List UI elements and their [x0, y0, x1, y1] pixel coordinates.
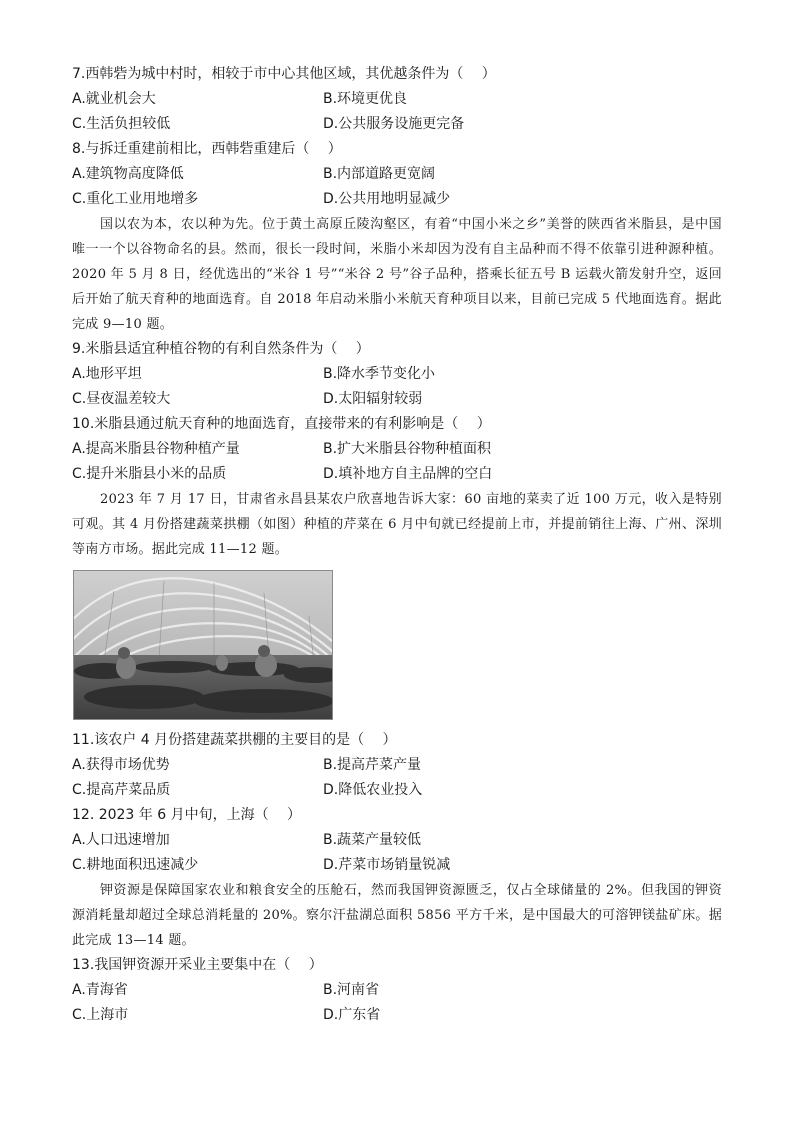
option-c: C.提升米脂县小米的品质	[72, 466, 227, 482]
options-row	[72, 1003, 722, 1028]
question-10: 10.米脂县通过航天育种的地面选育，直接带来的有利影响是（ ）	[72, 416, 491, 432]
options-row	[72, 112, 722, 137]
option-c: C.上海市	[72, 1007, 129, 1023]
exam-page	[72, 62, 722, 1028]
option-a: A.提高米脂县谷物种植产量	[72, 441, 240, 457]
options-row	[72, 778, 722, 803]
options-row	[72, 362, 722, 387]
option-c: C.耕地面积迅速减少	[72, 857, 199, 873]
option-c: C.提高芹菜品质	[72, 782, 171, 798]
passage-millet: 国以农为本，农以种为先。位于黄土高原丘陵沟壑区，有着“中国小米之乡”美誉的陕西省米脂县，是中国唯一一个以谷物命名的县。然而，很长一段时间，米脂小米却因为没有自主品种而不得不依靠引进种源种植。2020 年 5 月 8 日，经优选出的“米谷 1 号”“米谷 2 号”谷子品种，搭乘长征五号 B 运载火箭发射升空，返回后开始了航天育种的地面选育。自 2018 年启动米脂小米航天育种项目以来，目前已完成 5 代地面选育。据此完成 9—10 题。	[72, 217, 722, 332]
question-8: 8.与拆迁重建前相比，西韩砦重建后（ ）	[72, 141, 342, 157]
option-d: D.公共服务设施更完备	[323, 116, 465, 132]
option-b: B.提高芹菜产量	[323, 757, 422, 773]
option-a: A.建筑物高度降低	[72, 166, 184, 182]
options-row	[72, 853, 722, 878]
options-row	[72, 387, 722, 412]
question-13: 13.我国钾资源开采业主要集中在（ ）	[72, 957, 323, 973]
option-b: B.内部道路更宽阔	[323, 166, 436, 182]
option-a: A.人口迅速增加	[72, 832, 170, 848]
options-row	[72, 87, 722, 112]
option-c: C.昼夜温差较大	[72, 391, 171, 407]
option-d: D.降低农业投入	[323, 782, 423, 798]
option-a: A.就业机会大	[72, 91, 156, 107]
greenhouse-illustration	[74, 571, 332, 719]
options-row	[72, 437, 722, 462]
option-d: D.填补地方自主品牌的空白	[323, 466, 493, 482]
option-a: A.青海省	[72, 982, 128, 998]
option-c: C.重化工业用地增多	[72, 191, 199, 207]
option-b: B.河南省	[323, 982, 380, 998]
option-c: C.生活负担较低	[72, 116, 171, 132]
options-row	[72, 187, 722, 212]
greenhouse-photo	[73, 570, 333, 720]
question-11: 11.该农户 4 月份搭建蔬菜拱棚的主要目的是（ ）	[72, 732, 397, 748]
question-12: 12. 2023 年 6 月中旬，上海（ ）	[72, 807, 302, 823]
options-row	[72, 978, 722, 1003]
passage-celery: 2023 年 7 月 17 日，甘肃省永昌县某农户欣喜地告诉大家：60 亩地的菜卖了近 100 万元，收入是特别可观。其 4 月份搭建蔬菜拱棚（如图）种植的芹菜在 6 月中旬就已经提前上市，并提前销往上海、广州、深圳等南方市场。据此完成 11—12 题。	[72, 492, 722, 557]
option-d: D.广东省	[323, 1007, 381, 1023]
question-9: 9.米脂县适宜种植谷物的有利自然条件为（ ）	[72, 341, 370, 357]
option-a: A.地形平坦	[72, 366, 142, 382]
options-row	[72, 162, 722, 187]
option-a: A.获得市场优势	[72, 757, 170, 773]
options-row	[72, 828, 722, 853]
options-row	[72, 753, 722, 778]
question-7: 7.西韩砦为城中村时，相较于市中心其他区域，其优越条件为（ ）	[72, 66, 496, 82]
option-b: B.扩大米脂县谷物种植面积	[323, 441, 492, 457]
option-b: B.蔬菜产量较低	[323, 832, 422, 848]
passage-potash: 钾资源是保障国家农业和粮食安全的压舱石，然而我国钾资源匮乏，仅占全球储量的 2%。但我国的钾资源消耗量却超过全球总消耗量的 20%。察尔汗盐湖总面积 5856 平方千米，是中国最大的可溶钾镁盐矿床。据此完成 13—14 题。	[72, 883, 722, 948]
option-b: B.环境更优良	[323, 91, 408, 107]
option-d: D.芹菜市场销量锐减	[323, 857, 451, 873]
option-b: B.降水季节变化小	[323, 366, 436, 382]
options-row	[72, 462, 722, 487]
option-d: D.公共用地明显减少	[323, 191, 451, 207]
option-d: D.太阳辐射较弱	[323, 391, 423, 407]
